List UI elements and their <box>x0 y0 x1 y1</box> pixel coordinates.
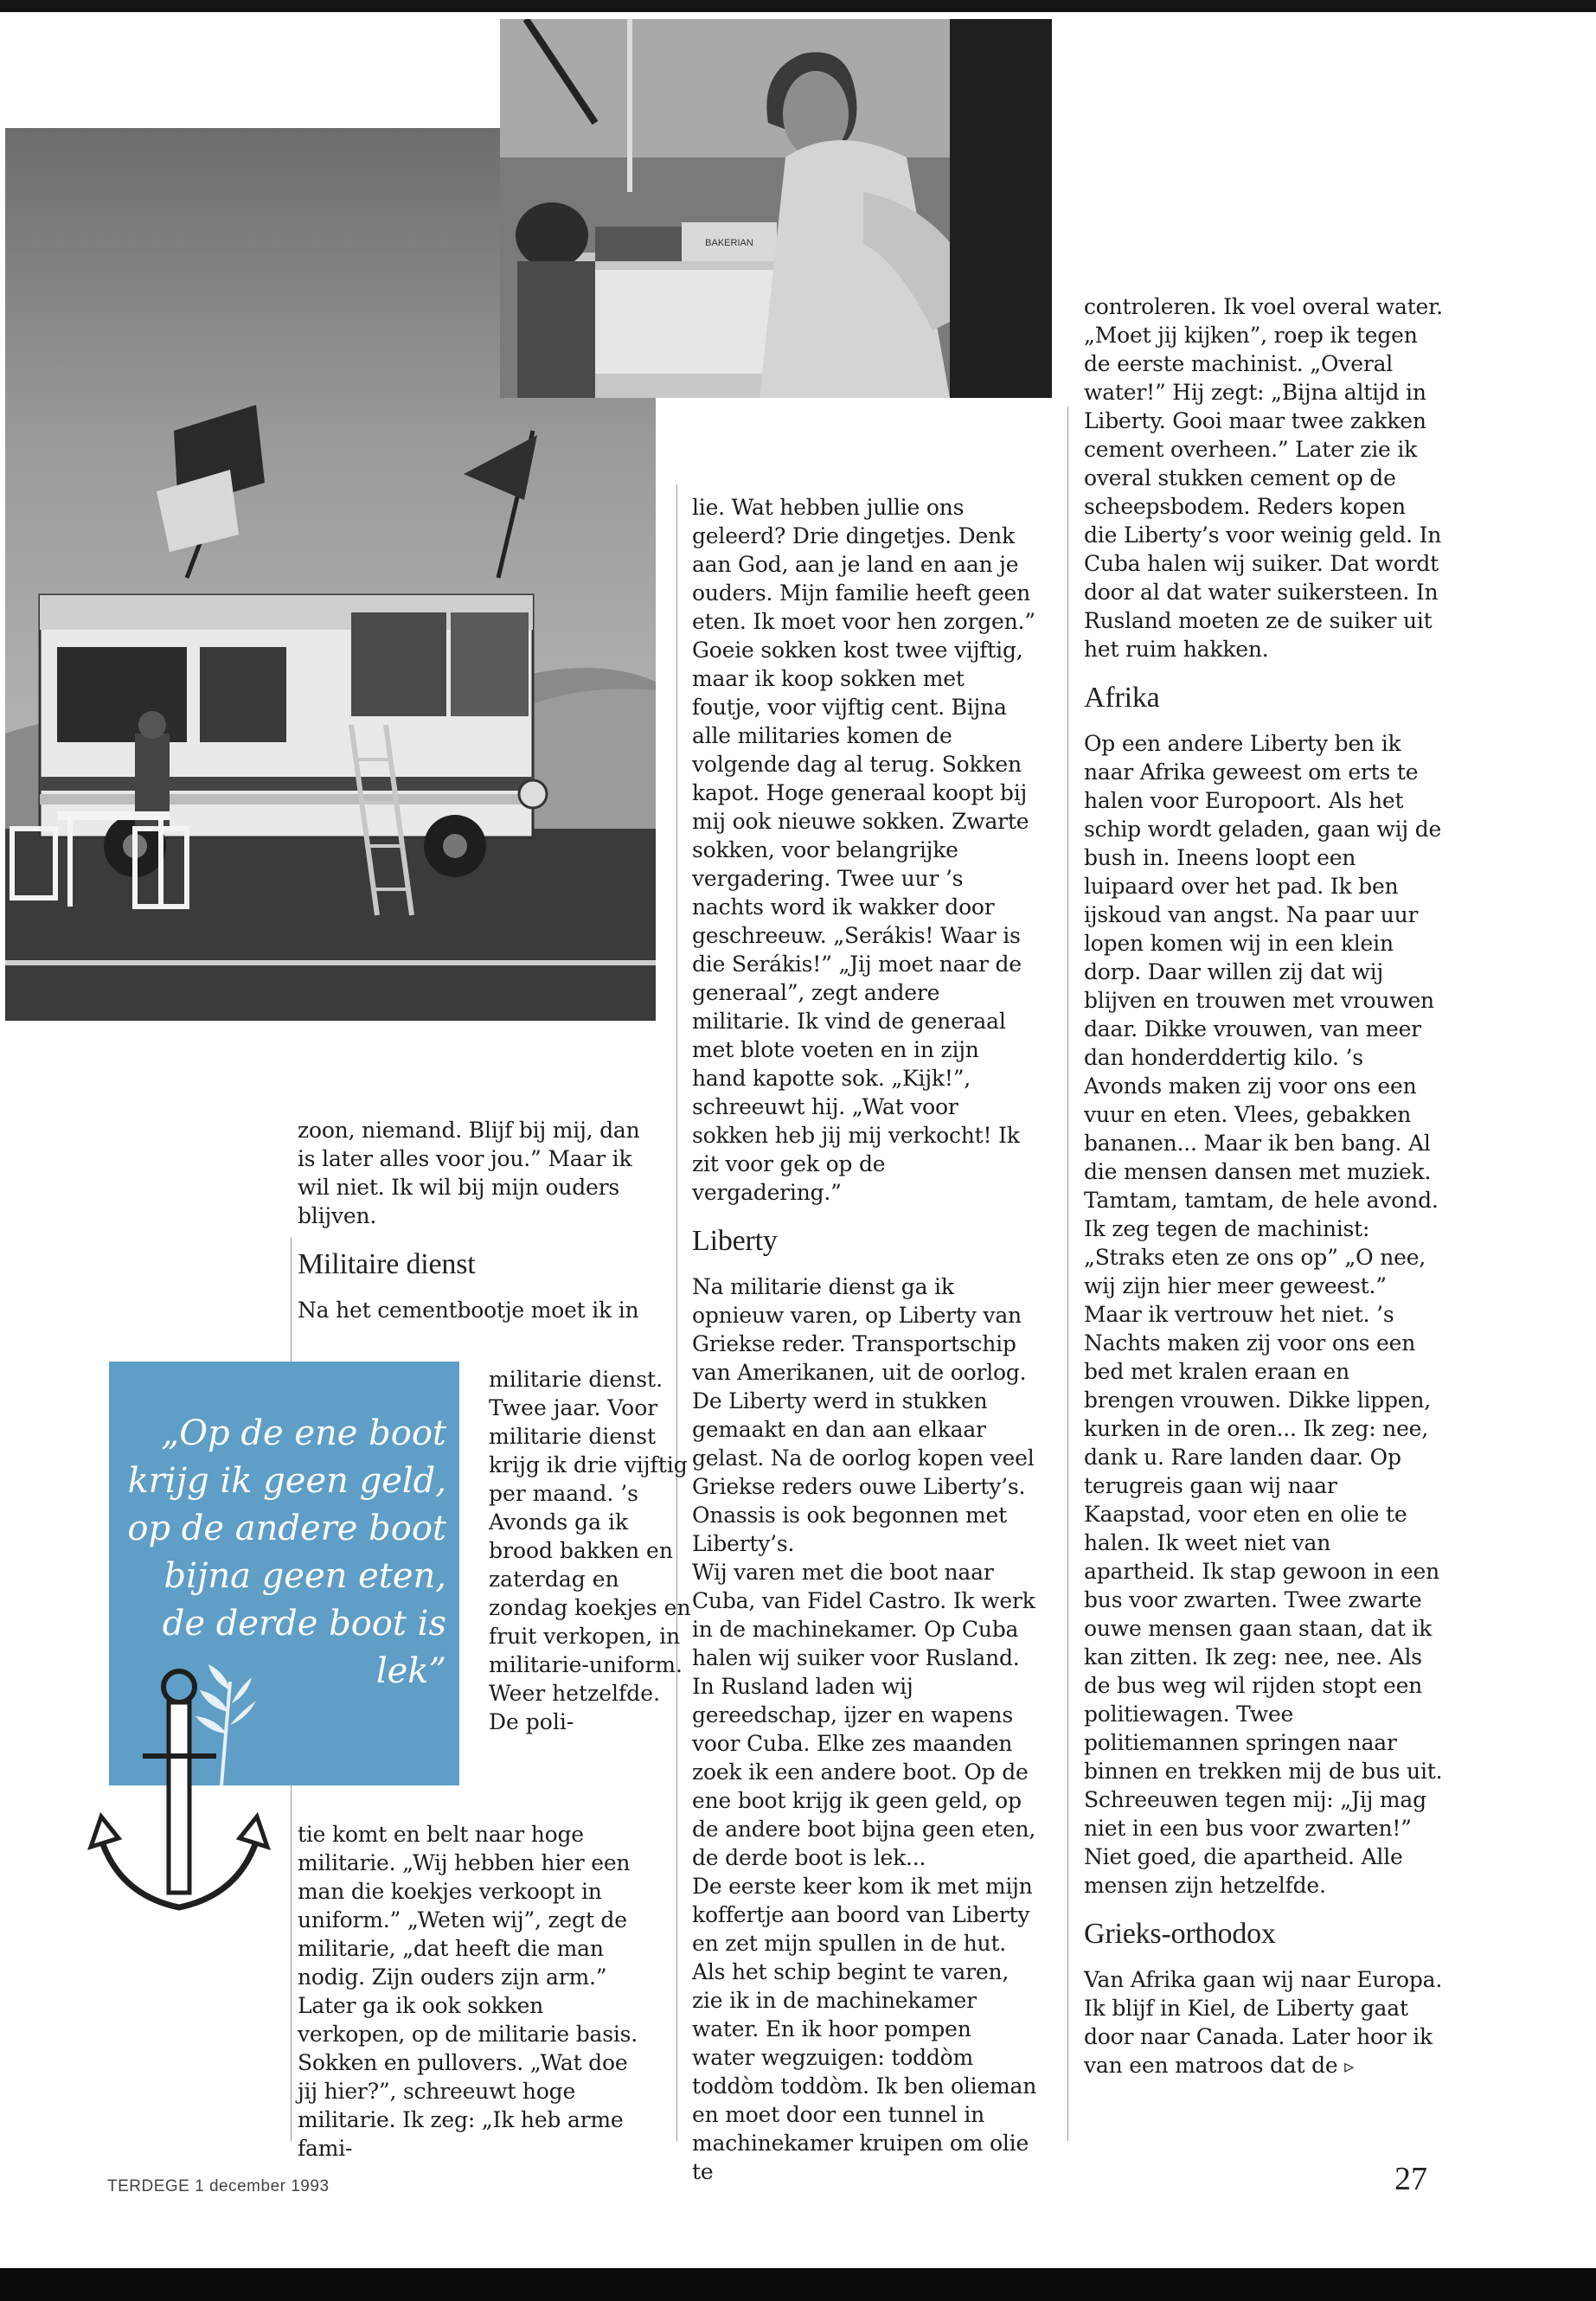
pull-quote-text: „Op de ene boot krijg ik geen geld, op de andere boot bijna geen eten, de derde boot is lek” <box>127 1413 446 1691</box>
anchor-icon <box>82 1661 281 1920</box>
col3-paragraph-3-text: Van Afrika gaan wij naar Europa. Ik blijf in Kiel, de Liberty gaat door naar Canada. Later hoor ik van een matroos dat de <box>1084 1967 1443 2078</box>
heading-militaire-dienst: Militaire dienst <box>298 1248 476 1280</box>
col1-militaire-opening: Na het cementbootje moet ik in <box>298 1298 639 1323</box>
vendor-illustration <box>500 19 1052 398</box>
column-1-wrap-text <box>489 1365 696 1736</box>
col3-paragraph-2: Op een andere Liberty ben ik naar Afrika geweest om erts te halen voor Europoort. Als het schip wordt geladen, gaan wij de bush in. Ineens loopt een luipaard over het pad. Ik ben ijskoud van angst. Na paar uur lopen komen wij in een klein dorp. Daar willen zij dat wij blijven en trouwen met vrouwen daar. Dikke vrouwen, van meer dan honderddertig kilo. ’s Avonds maken zij voor ons een vuur en eten. Vlees, gebakken bananen... Maar ik ben bang. Al die mensen dansen met muziek. Tamtam, tamtam, de hele avond. Ik zeg tegen de machinist: „Straks eten ze ons op” „O nee, wij zijn hier meer geweest.” Maar ik vertrouw het niet. ’s Nachts maken zij voor ons een bed met kralen eraan en brengen vrouwen. Dikke lippen, kurken in de oren... Ik zeg: nee, dank u. Rare landen daar. Op terugreis gaan wij naar Kaapstad, voor eten en olie te halen. Ik weet niet van apartheid. Ik stap gewoon in een bus voor zwarten. Twee zwarte ouwe mensen gaan staan, dat ik kan zitten. Ik zeg: nee, nee. Als de bus weg wil rijden stopt een politiewagen. Twee politiemannen springen naar binnen en trekken mij de bus uit. Schreeuwen tegen mij: „Jij mag niet in een bus voor zwarten!” Niet goed, die apartheid. Alle mensen zijn hetzelfde. <box>1084 731 1443 1898</box>
bottom-border <box>0 2268 1596 2301</box>
vendor-sign-text: BAKERIAN <box>705 238 753 248</box>
col3-paragraph-3 <box>1084 1965 1443 2081</box>
footer-publication: TERDEGE 1 december 1993 <box>107 2177 330 2195</box>
heading-afrika: Afrika <box>1084 682 1160 714</box>
continue-arrow-icon: ▹ <box>1344 2056 1355 2078</box>
column-1 <box>298 1116 648 1324</box>
col2-paragraph-3: Wij varen met die boot naar Cuba, van Fidel Castro. Ik werk in de machinekamer. Op Cuba halen wij suiker voor Rusland. In Rusland laden wij gereedschap, ijzer en wapens voor Cuba. Elke zes maanden zoek ik een andere boot. Op de ene boot krijg ik geen geld, op de andere boot bijna geen eten, de derde boot is lek... <box>692 1560 1036 1870</box>
col3-paragraph-1: controleren. Ik voel overal water. „Moet jij kijken”, roep ik tegen de eerste machinist. „Overal water!” Hij zegt: „Bijna altijd in Liberty. Gooi maar twee zakken cement overheen.” Later zie ik overal stukken cement op de scheepsbodem. Reders kopen die Liberty’s voor weinig geld. In Cuba halen wij suiker. Dat wordt door al dat water suikersteen. In Rusland moeten ze de suiker uit het ruim hakken. <box>1084 294 1443 662</box>
heading-liberty: Liberty <box>692 1225 778 1257</box>
column-3 <box>1084 292 1443 2081</box>
column-rule-right <box>1067 407 1068 2141</box>
column-2 <box>692 493 1038 2186</box>
col1-intro: zoon, niemand. Blijf bij mij, dan is later alles voor jou.” Maar ik wil niet. Ik wil bij mijn ouders blijven. <box>298 1118 640 1228</box>
column-1-continued <box>298 1820 648 2163</box>
col2-paragraph-2: Na militarie dienst ga ik opnieuw varen, op Liberty van Griekse reder. Transportschip van Amerikanen, uit de oorlog. De Liberty werd in stukken gemaakt en dan aan elkaar gelast. Na de oorlog kopen veel Griekse reders ouwe Liberty’s. Onassis is ook begonnen met Liberty’s. <box>692 1274 1035 1556</box>
heading-grieks-orthodox: Grieks-orthodox <box>1084 1918 1276 1950</box>
col2-paragraph-4: De eerste keer kom ik met mijn koffertje aan boord van Liberty en zet mijn spullen in de hut. Als het schip begint te varen, zie ik in de machinekamer water. En ik hoor pompen water wegzuigen: toddòm toddòm toddòm. Ik ben olieman en moet door een tunnel in machinekamer kruipen om olie te <box>692 1874 1037 2184</box>
col2-paragraph-1: lie. Wat hebben jullie ons geleerd? Drie dingetjes. Denk aan God, aan je land en aan je ouders. Mijn familie heeft geen eten. Ik moet voor hen zorgen.” Goeie sokken kost twee vijftig, maar ik koop sokken met foutje, voor vijftig cent. Bijna alle militaries komen de volgende dag al terug. Sokken kapot. Hoge generaal koopt bij mij ook nieuwe sokken. Zwarte sokken, voor belangrijke vergadering. Twee uur ’s nachts word ik wakker door geschreeuw. „Serákis! Waar is die Serákis!” „Jij moet naar de generaal”, zegt andere militarie. Ik vind de generaal met blote voeten en in zijn hand kapotte sok. „Kijk!”, schreeuwt hij. „Wat voor sokken heb jij mij verkocht! Ik zit voor gek op de vergadering.” <box>692 495 1035 1205</box>
top-border <box>0 0 1596 12</box>
column-rule-middle <box>676 484 677 2141</box>
col1-militaire-wrap: militarie dienst. Twee jaar. Voor militarie dienst krijg ik drie vijftig per maand. ’s Avonds ga ik brood bakken en zaterdag en zondag koekjes en fruit verkopen, in militarie-uniform. Weer hetzelfde. De poli- <box>489 1367 691 1734</box>
page-number: 27 <box>1394 2161 1427 2197</box>
photo-vendor-at-counter <box>500 19 1052 398</box>
col1-militaire-paragraph: tie komt en belt naar hoge militarie. „Wij hebben hier een man die koekjes verkoopt in uniform.” „Weten wij”, zegt de militarie, „dat heeft die man nodig. Zijn ouders zijn arm.” Later ga ik ook sokken verkopen, op de militarie basis. Sokken en pullovers. „Wat doe jij hier?”, schreeuwt hoge militarie. Ik zeg: „Ik heb arme fami- <box>298 1822 638 2161</box>
